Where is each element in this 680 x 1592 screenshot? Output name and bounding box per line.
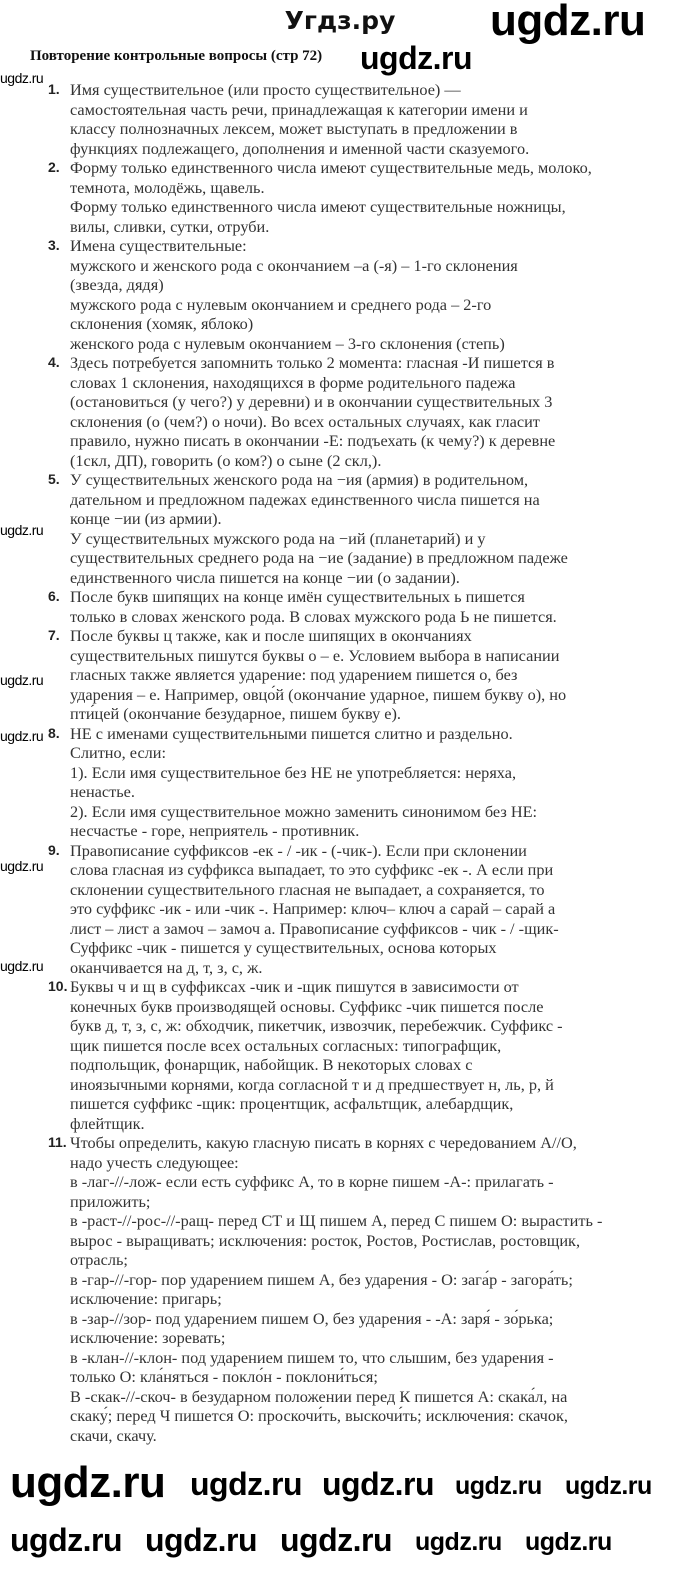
text-line: конце −ии (из армии). bbox=[70, 509, 222, 528]
watermark: ugdz.ru bbox=[10, 1458, 166, 1507]
watermark: ugdz.ru bbox=[10, 1522, 123, 1558]
text-line: После букв шипящих на конце имён существительных ь пишется bbox=[70, 587, 525, 606]
item-number: 2. bbox=[48, 159, 60, 175]
text-line: Правописание суффиксов -ек - / -ик - (-чик-). Если при склонении bbox=[70, 840, 527, 860]
text-line: в -лаг-//-лож- если есть суффикс А, то в корне пишем -А-: прилагать - bbox=[70, 1172, 554, 1191]
text-line: Слитно, если: bbox=[70, 743, 167, 762]
watermark: ugdz.ru bbox=[415, 1528, 502, 1556]
text-line: 1). Если имя существительное без НЕ не употребляется: неряха, bbox=[70, 762, 517, 782]
text-line: гласных также является ударение: под ударением пишется о, без bbox=[70, 665, 518, 684]
answer-item bbox=[0, 977, 680, 1133]
answer-item bbox=[0, 1133, 680, 1445]
text-line: НЕ с именами существительными пишется слитно и раздельно. bbox=[70, 723, 513, 743]
text-line: Имена существительные: bbox=[70, 236, 247, 255]
item-number: 11. bbox=[48, 1134, 67, 1150]
answer-item bbox=[0, 587, 680, 626]
item-number: 10. bbox=[48, 978, 68, 994]
text-line: в -зар-//зор- под ударением пишем О, без ударения - -А: заря́ - зо́рька; bbox=[70, 1308, 554, 1328]
text-line: вырос - выращивать; исключения: росток, Ростов, Ростислав, ростовщик, bbox=[70, 1230, 581, 1250]
watermark: ugdz.ru bbox=[490, 0, 646, 45]
watermark: ugdz.ru bbox=[0, 728, 44, 744]
text-line: Имя существительное (или просто существительное) — bbox=[70, 80, 461, 99]
answer-item bbox=[0, 841, 680, 978]
text-line: Суффикс -чик - пишется у существительных, основа которых bbox=[70, 938, 497, 957]
text-line: отрасль; bbox=[70, 1250, 128, 1269]
text-line: букв д, т, з, с, ж: обходчик, пикетчик, извозчик, перебежчик. Суффикс - bbox=[70, 1016, 563, 1035]
text-line: функциях подлежащего, дополнения и именной части сказуемого. bbox=[70, 138, 530, 158]
text-line: существительных среднего рода на −ие (задание) в предложном падеже bbox=[70, 548, 568, 567]
text-line: это суффикс -ик - или -чик -. Например: ключ– ключ а сарай – сарай а bbox=[70, 899, 556, 918]
watermark: ugdz.ru bbox=[280, 1522, 393, 1558]
watermark: ugdz.ru bbox=[455, 1472, 542, 1500]
text-line: подпольщик, фонарщик, набойщик. В некоторых словах с bbox=[70, 1055, 473, 1074]
text-line: самостоятельная часть речи, принадлежащая к категории имени и bbox=[70, 99, 528, 119]
text-line: скаку́; перед Ч пишется О: проскочи́ть, выскочи́ть; исключения: скачок, bbox=[70, 1406, 568, 1425]
answer-item bbox=[0, 626, 680, 724]
text-line: только в словах женского рода. В словах мужского рода Ь не пишется. bbox=[70, 606, 557, 626]
text-line: мужского и женского рода с окончанием –а (-я) – 1-го склонения bbox=[70, 255, 518, 275]
item-number: 6. bbox=[48, 588, 60, 604]
item-number: 5. bbox=[48, 471, 60, 487]
text-line: в -гар-//-гор- пор ударением пишем А, без ударения - О: зага́р - загора́ть; bbox=[70, 1269, 573, 1289]
text-line: скачи, скачу. bbox=[70, 1425, 157, 1445]
watermark: ugdz.ru bbox=[565, 1472, 652, 1500]
answer-item bbox=[0, 470, 680, 587]
item-number: 8. bbox=[48, 724, 60, 741]
watermark: ugdz.ru bbox=[0, 70, 44, 86]
text-line: конечных букв производящей основы. Суффикс -чик пишется после bbox=[70, 996, 544, 1016]
answer-item bbox=[0, 353, 680, 470]
text-line: классу полнозначных лексем, может выступать в предложении в bbox=[70, 119, 518, 138]
text-line: словах 1 склонения, находящихся в форме родительного падежа bbox=[70, 372, 516, 392]
text-line: вилы, сливки, сутки, отруби. bbox=[70, 216, 270, 236]
text-line: женского рода с нулевым окончанием – 3-го склонения (степь) bbox=[70, 333, 505, 353]
text-line: флейтщик. bbox=[70, 1113, 145, 1133]
answer-item bbox=[0, 158, 680, 236]
text-line: пишется суффикс -щик: процентщик, асфальтщик, алебардщик, bbox=[70, 1094, 514, 1113]
text-line: только О: кла́няться - покло́н - поклони́ться; bbox=[70, 1367, 378, 1386]
watermark: ugdz.ru bbox=[0, 522, 44, 538]
item-number: 3. bbox=[48, 237, 60, 253]
text-line: склонения (хомяк, яблоко) bbox=[70, 314, 254, 333]
watermark: ugdz.ru bbox=[360, 40, 473, 76]
watermark: ugdz.ru bbox=[190, 1466, 303, 1502]
text-line: в -клан-//-клон- под ударением пишем то, что слышим, без ударения - bbox=[70, 1347, 554, 1367]
watermark: ugdz.ru bbox=[525, 1528, 612, 1556]
text-line: Форму только единственного числа имеют существительные ножницы, bbox=[70, 197, 566, 216]
text-line: оканчивается на д, т, з, с, ж. bbox=[70, 957, 263, 977]
text-line: лист – лист а замоч – замоч а. Правописание суффиксов - чик - / -щик- bbox=[70, 918, 559, 938]
text-line: исключение: пригарь; bbox=[70, 1289, 222, 1308]
text-line: ненастье. bbox=[70, 782, 135, 801]
text-line: исключение: зоревать; bbox=[70, 1328, 226, 1347]
text-line: единственного числа пишется на конце −ии (о задании). bbox=[70, 567, 460, 587]
text-line: иноязычными корнями, когда согласной т и д предшествует н, ль, р, й bbox=[70, 1074, 554, 1094]
watermark: ugdz.ru bbox=[322, 1466, 435, 1502]
text-line: У существительных женского рода на −ия (армия) в родительном, bbox=[70, 470, 529, 489]
watermark: ugdz.ru bbox=[145, 1522, 258, 1558]
text-line: Здесь потребуется запомнить только 2 момента: гласная -И пишется в bbox=[70, 353, 555, 372]
watermark: ugdz.ru bbox=[0, 858, 44, 874]
text-line: У существительных мужского рода на −ий (планетарий) и у bbox=[70, 528, 486, 548]
text-line: (1скл, ДП), говорить (о ком?) о сыне (2 скл,). bbox=[70, 450, 382, 470]
text-line: слова гласная из суффикса выпадает, то это суффикс -ек -. А если при bbox=[70, 860, 554, 879]
text-line: склонения (о (чем?) о ночи). Во всех остальных случаях, как гласит bbox=[70, 411, 540, 431]
text-line: Форму только единственного числа имеют существительные медь, молоко, bbox=[70, 158, 592, 177]
text-line: В -скак-//-скоч- в безударном положении перед К пишется А: скака́л, на bbox=[70, 1386, 568, 1406]
answer-item bbox=[0, 724, 680, 841]
text-line: ударения – е. Например, овцо́й (окончание ударное, пишем букву о), но bbox=[70, 684, 567, 704]
text-line: щик пишется после всех остальных согласных: типографщик, bbox=[70, 1035, 502, 1055]
item-number: 7. bbox=[48, 627, 60, 643]
text-line: надо учесть следующее: bbox=[70, 1152, 239, 1172]
page-heading: Повторение контрольные вопросы (стр 72) bbox=[30, 48, 323, 64]
answers-list bbox=[0, 80, 680, 1445]
text-line: несчастье - горе, неприятель - противник. bbox=[70, 821, 360, 840]
watermark: ugdz.ru bbox=[0, 672, 44, 688]
item-number: 4. bbox=[48, 354, 60, 370]
text-line: дательном и предложном падежах единственного числа пишется на bbox=[70, 489, 540, 509]
text-line: Буквы ч и щ в суффиксах -чик и -щик пишутся в зависимости от bbox=[70, 977, 519, 996]
text-line: пти́цей (окончание безударное, пишем букву е). bbox=[70, 704, 402, 723]
text-line: правило, нужно писать в окончании -Е: подъехать (к чему?) к деревне bbox=[70, 431, 556, 450]
answer-item bbox=[0, 236, 680, 353]
text-line: мужского рода с нулевым окончанием и среднего рода – 2-го bbox=[70, 294, 492, 314]
watermark: ugdz.ru bbox=[0, 958, 44, 974]
text-line: существительных пишутся буквы о – е. Условием выбора в написании bbox=[70, 645, 560, 665]
text-line: После буквы ц также, как и после шипящих в окончаниях bbox=[70, 626, 472, 645]
item-number: 1. bbox=[48, 81, 60, 97]
text-line: Чтобы определить, какую гласную писать в корнях с чередованием А//О, bbox=[70, 1133, 577, 1152]
text-line: приложить; bbox=[70, 1191, 151, 1211]
text-line: (звезда, дядя) bbox=[70, 275, 164, 294]
item-number: 9. bbox=[48, 841, 60, 858]
text-line: в -раст-//-рос-//-ращ- перед СТ и Щ пишем А, перед С пишем О: вырастить - bbox=[70, 1211, 603, 1230]
text-line: 2). Если имя существительное можно заменить синонимом без НЕ: bbox=[70, 801, 538, 821]
text-line: (остановиться (у чего?) у деревни) и в окончании существительных 3 bbox=[70, 392, 553, 411]
text-line: темнота, молодёжь, щавель. bbox=[70, 177, 265, 197]
site-title: Угдз.ру bbox=[284, 6, 396, 35]
answer-item bbox=[0, 80, 680, 158]
text-line: склонении существительного гласная не выпадает, а сохраняется, то bbox=[70, 879, 545, 899]
